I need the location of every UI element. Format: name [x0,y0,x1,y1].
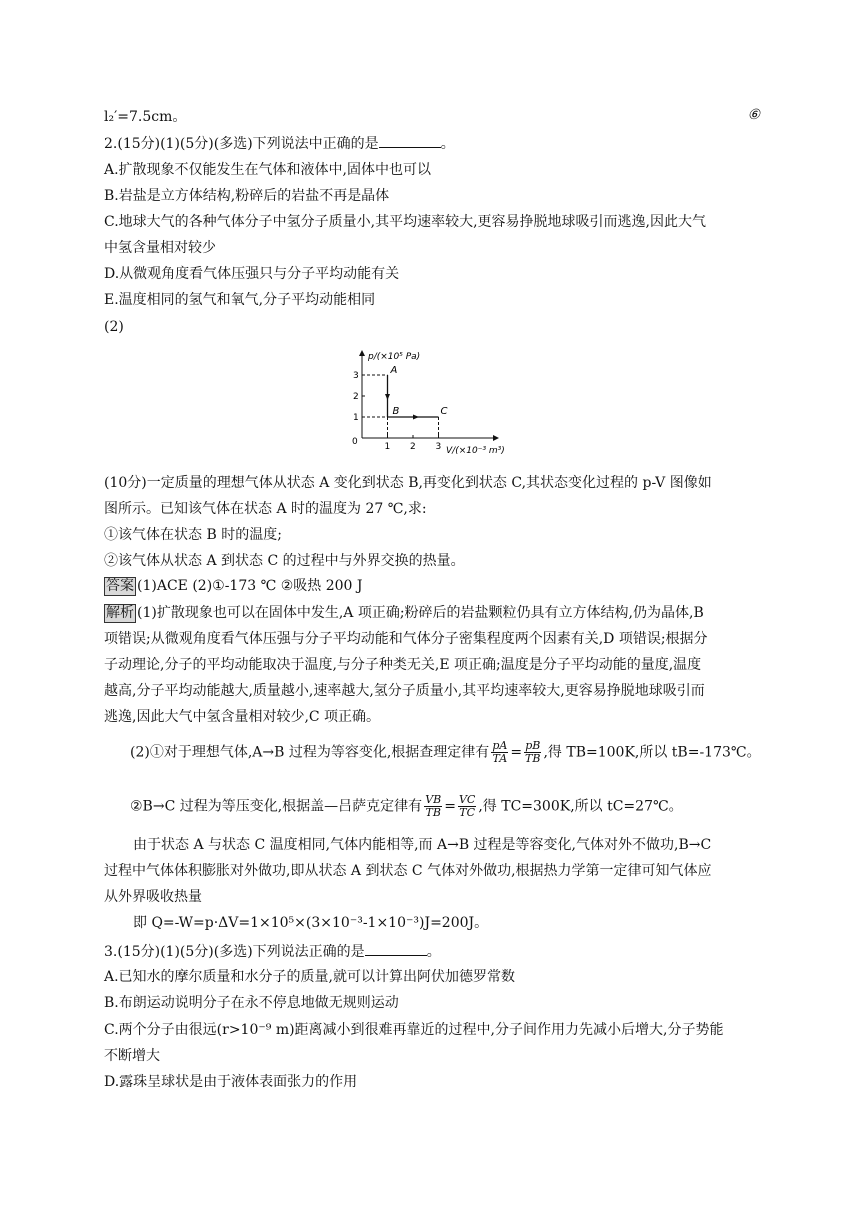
answer-blank [365,941,427,956]
x-tick-label: 3 [435,442,442,452]
analysis-line3: 子动理论,分子的平均动能取决于温度,与分子种类无关,E 项正确;温度是分子平均动能的量度,温度 [104,657,702,673]
analysis-line2: 项错误;从微观角度看气体压强与分子平均动能和气体分子密集程度两个因素有关,D 项错误;根据分 [104,631,708,647]
q2-option-c-cont: 中氢含量相对较少 [104,240,216,256]
arrow-a-to-b [385,394,390,400]
y-tick-label: 3 [353,371,359,381]
q3-stem: 3.(15分)(1)(5分)(多选)下列说法正确的是 。 [104,941,441,962]
fraction-pa-ta: $\frac{pA}{TA}$ [492,739,508,765]
q2-option-c: C.地球大气的各种气体分子中氢分子质量小,其平均速率较大,更容易挣脱地球吸引而逃逸,因此大气 [104,214,707,230]
solution-line2: ②B→C 过程为等压变化,根据盖—吕萨克定律有 $\frac{VB}{TB}$ = $\frac{VC}{TC}$ ,得 TC=300K,所以 tC=27℃。 [130,793,683,819]
answer-tag: 答案 [106,578,134,594]
q2-part2-label: (2) [104,319,124,335]
solution-line3: 由于状态 A 与状态 C 温度相同,气体内能相等,而 A→B 过程是等容变化,气体对外不做功,B→C [133,837,712,853]
solution-line5: 从外界吸收热量 [104,889,202,905]
q2-option-b: B.岩盐是立方体结构,粉碎后的岩盐不再是晶体 [104,188,390,204]
point-label-a: A [390,365,398,376]
q3-option-d: D.露珠呈球状是由于液体表面张力的作用 [104,1074,358,1090]
q2-part2-line1: (10分)一定质量的理想气体从状态 A 变化到状态 B,再变化到状态 C,其状态变化过程的 p-V 图像如 [104,475,712,491]
solution-line1: (2)①对于理想气体,A→B 过程为等容变化,根据查理定律有 $\frac{pA}{TA}$ = $\frac{pB}{TB}$ ,得 TB=100K,所以 tB=-173℃。 [130,739,761,765]
q2-stem: 2.(15分)(1)(5分)(多选)下列说法中正确的是 。 [104,133,455,154]
origin-label: 0 [352,437,358,447]
q2-part2-line3: ①该气体在状态 B 时的温度; [104,527,282,543]
x-tick-label: 2 [410,442,416,452]
arrow-b-to-c [413,415,419,420]
q1-end-line: l₂′=7.5cm。 [104,109,187,125]
answer-blank [379,133,441,148]
answer-line [104,576,363,596]
q2-part2-line4: ②该气体从状态 A 到状态 C 的过程中与外界交换的热量。 [104,553,465,569]
equation-marker: ⑥ [747,107,760,123]
x-axis-label: V/(×10⁻³ m³) [446,446,505,456]
q2-option-a: A.扩散现象不仅能发生在气体和液体中,固体中也可以 [104,162,432,178]
analysis-tag: 解析 [106,605,134,621]
fraction-vc-tc: $\frac{VC}{TC}$ [458,793,476,819]
q3-option-a: A.已知水的摩尔质量和水分子的质量,就可以计算出阿伏加德罗常数 [104,969,516,985]
point-label-c: C [440,406,448,417]
solution-line4: 过程中气体体积膨胀对外做功,即从状态 A 到状态 C 气体对外做功,根据热力学第一定律可知气体应 [104,863,712,879]
q3-option-c: C.两个分子由很远(r>10⁻⁹ m)距离减小到很难再靠近的过程中,分子间作用力先减小后增大,分子势能 [104,1022,724,1038]
q3-option-b: B.布朗运动说明分子在永不停息地做无规则运动 [104,995,399,1011]
y-tick-label: 2 [353,392,359,402]
q2-option-d: D.从微观角度看气体压强只与分子平均动能有关 [104,266,400,282]
analysis-line1: 解析 (1)扩散现象也可以在固体中发生,A 项正确;粉碎后的岩盐颗粒仍具有立方体结构,仍为晶体,B [106,605,704,621]
pv-graph [340,345,520,460]
solution-line6: 即 Q=-W=p·ΔV=1×10⁵×(3×10⁻³-1×10⁻³)J=200J。 [133,915,489,931]
fraction-pb-tb: $\frac{pB}{TB}$ [525,739,541,765]
analysis-line4: 越高,分子平均动能越大,质量越小,速率越大,氢分子质量小,其平均速率较大,更容易挣脱地球吸引而 [104,683,705,699]
point-label-b: B [392,406,400,417]
y-axis-label: p/(×10⁵ Pa) [368,352,421,362]
q2-part2-line2: 图所示。已知该气体在状态 A 时的温度为 27 ℃,求: [104,501,427,517]
x-tick-label: 1 [384,442,391,452]
answer-text: (1)ACE (2)①-173 ℃ ②吸热 200 J [137,578,363,594]
fraction-vb-tb: $\frac{VB}{TB}$ [425,793,442,819]
y-tick-label: 1 [353,413,359,423]
q3-option-c-cont: 不断增大 [104,1048,160,1064]
q2-option-e: E.温度相同的氢气和氧气,分子平均动能相同 [104,292,376,308]
analysis-line5: 逃逸,因此大气中氢含量相对较少,C 项正确。 [104,709,381,725]
